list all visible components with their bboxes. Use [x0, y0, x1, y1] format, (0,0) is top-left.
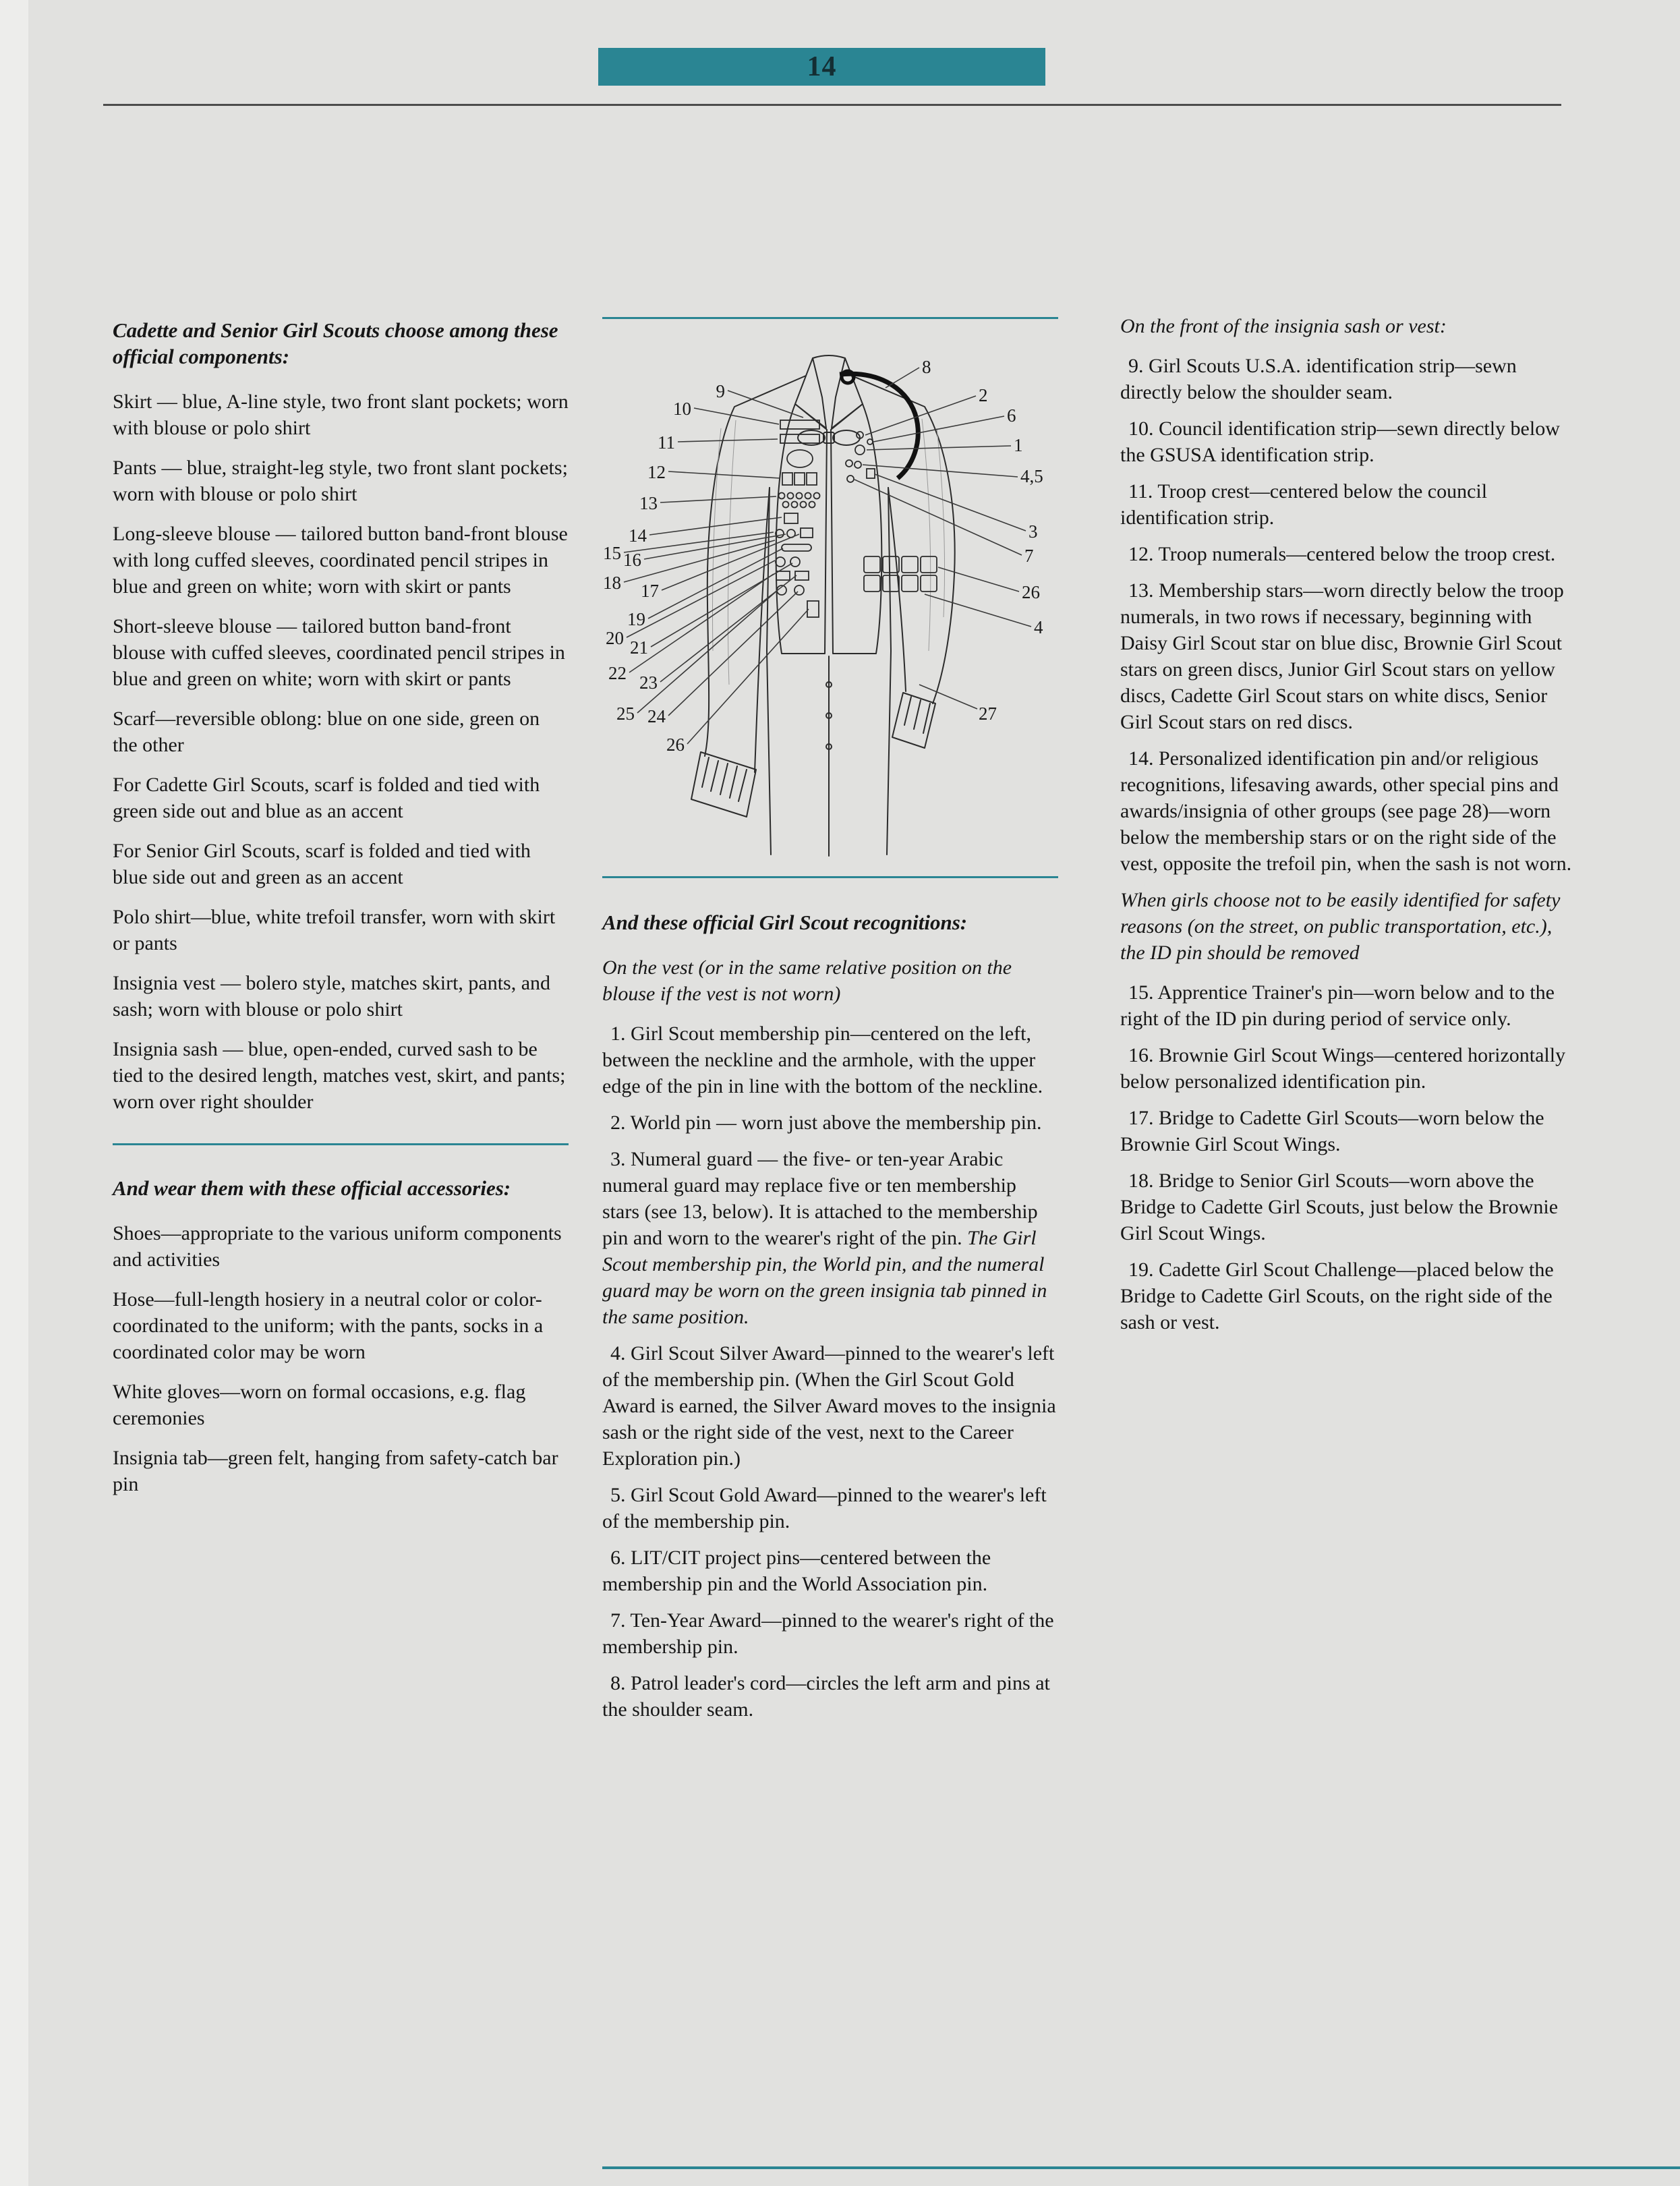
recognition-item: 7. Ten-Year Award—pinned to the wearer's right of the membership pin.	[602, 1609, 1054, 1658]
diagram-callout: 26	[666, 735, 685, 755]
diagram-callout: 24	[647, 706, 666, 726]
diagram-callout: 3	[1029, 521, 1038, 542]
sash-item: 11. Troop crest—centered below the council identification strip.	[1120, 480, 1488, 529]
recognition-item: 4. Girl Scout Silver Award—pinned to the wearer's left of the membership pin. (When the Girl Scout Gold Award is earned, the Silver Award moves to the insignia sash or the right side of the vest, next to the Career Exploration pin.)	[602, 1342, 1056, 1470]
sash-item: 17. Bridge to Cadette Girl Scouts—worn below the Brownie Girl Scout Wings.	[1120, 1107, 1544, 1155]
diagram-callout: 19	[627, 609, 645, 629]
diagram-callout: 7	[1024, 546, 1034, 566]
accessories-heading: And wear them with these official accessories:	[113, 1176, 511, 1200]
diagram-callout: 6	[1007, 405, 1016, 426]
page-number: 14	[807, 51, 837, 82]
header-divider	[103, 104, 1561, 106]
diagram-callout: 25	[616, 703, 635, 724]
diagram-callout: 8	[922, 357, 931, 377]
recognition-item-text: 3. Numeral guard — the five- or ten-year Arabic numeral guard may replace five or ten membership stars (see 13, below). It is attached to the membership pin and worn to the wearer's right of the pin.	[602, 1148, 1038, 1249]
diagram-callout: 16	[623, 550, 641, 570]
left-column	[113, 317, 569, 1511]
component-item: For Cadette Girl Scouts, scarf is folded and tied with green side out and blue as an accent	[113, 774, 540, 822]
recognition-item: 2. World pin — worn just above the membership pin.	[610, 1112, 1042, 1134]
component-item: Pants — blue, straight-leg style, two front slant pockets; worn with blouse or polo shirt	[113, 457, 568, 505]
uniform-outline	[691, 355, 955, 856]
diagram-callout: 13	[639, 493, 658, 513]
accessory-item: Shoes—appropriate to the various uniform components and activities	[113, 1222, 562, 1271]
component-item: Insignia vest — bolero style, matches skirt, pants, and sash; worn with blouse or polo shirt	[113, 972, 551, 1020]
sash-item: 19. Cadette Girl Scout Challenge—placed below the Bridge to Cadette Girl Scouts, on the right side of the sash or vest.	[1120, 1259, 1554, 1333]
sash-item: 16. Brownie Girl Scout Wings—centered horizontally below personalized identification pin.	[1120, 1044, 1566, 1093]
diagram-callout: 11	[658, 432, 675, 453]
diagram-callout: 20	[606, 628, 624, 648]
diagram-callout: 27	[979, 703, 997, 724]
diagram-bottom-rule	[602, 876, 1058, 878]
sash-item: 10. Council identification strip—sewn directly below the GSUSA identification strip.	[1120, 418, 1560, 466]
safety-note: When girls choose not to be easily identified for safety reasons (on the street, on public transportation, etc.), the ID pin should be removed	[1120, 889, 1561, 964]
sash-item: 14. Personalized identification pin and/or religious recognitions, lifesaving awards, other special pins and awards/insignia of other groups (see page 28)—worn below the membership stars or on the right side of the vest, opposite the trefoil pin, when the sash is not worn.	[1120, 747, 1572, 875]
recognition-item: 5. Girl Scout Gold Award—pinned to the wearer's left of the membership pin.	[602, 1484, 1047, 1532]
diagram-callout: 18	[603, 573, 621, 593]
sash-item: 13. Membership stars—worn directly below the troop numerals, in two rows if necessary, beginning with Daisy Girl Scout star on blue disc, Brownie Girl Scout stars on green discs, Junior Girl Scout stars on yellow discs, Cadette Girl Scout stars on white discs, Senior Girl Scout stars on red discs.	[1120, 579, 1564, 733]
page-number-banner	[598, 48, 1045, 86]
diagram-callout: 14	[629, 525, 647, 546]
diagram-callout: 26	[1022, 582, 1040, 602]
vest-note: On the vest (or in the same relative position on the blouse if the vest is not worn)	[602, 956, 1012, 1005]
diagram-callout: 17	[641, 581, 659, 601]
diagram-callout: 2	[979, 385, 988, 405]
recognitions-heading: And these official Girl Scout recognitions:	[602, 911, 968, 934]
diagram-callout: 22	[608, 663, 627, 683]
component-item: Scarf—reversible oblong: blue on one side, green on the other	[113, 708, 540, 756]
accessory-item: Insignia tab—green felt, hanging from safety-catch bar pin	[113, 1447, 558, 1495]
diagram-callout: 23	[639, 672, 658, 693]
diagram-callout: 1	[1014, 435, 1023, 455]
sash-item: 9. Girl Scouts U.S.A. identification strip—sewn directly below the shoulder seam.	[1120, 355, 1517, 403]
diagram-callout: 10	[673, 399, 691, 419]
sash-item: 15. Apprentice Trainer's pin—worn below and to the right of the ID pin during period of service only.	[1120, 981, 1555, 1030]
sash-item: 18. Bridge to Senior Girl Scouts—worn above the Bridge to Cadette Girl Scouts, just below the Brownie Girl Scout Wings.	[1120, 1170, 1559, 1244]
sash-item: 12. Troop numerals—centered below the troop crest.	[1128, 543, 1556, 565]
scan-edge	[0, 0, 28, 2186]
recognition-item: 6. LIT/CIT project pins—centered between the membership pin and the World Association pin.	[602, 1547, 991, 1595]
diagram-callout: 4,5	[1020, 466, 1043, 486]
component-item: For Senior Girl Scouts, scarf is folded and tied with blue side out and green as an accent	[113, 840, 531, 888]
recognition-item	[602, 1146, 1058, 1330]
component-item: Skirt — blue, A-line style, two front slant pockets; worn with blouse or polo shirt	[113, 391, 569, 439]
diagram-callout: 4	[1034, 617, 1043, 637]
diagram-callout: 21	[630, 637, 648, 658]
diagram-top-rule	[602, 317, 1058, 319]
blouse-stripes	[713, 419, 945, 685]
components-heading: Cadette and Senior Girl Scouts choose among these official components:	[113, 318, 558, 368]
component-item: Polo shirt—blue, white trefoil transfer, worn with skirt or pants	[113, 906, 556, 954]
diagram-callout: 12	[647, 462, 666, 482]
diagram-callout: 15	[603, 543, 621, 563]
component-item: Insignia sash — blue, open-ended, curved sash to be tied to the desired length, matches vest, skirt, and pants; worn over right shoulder	[113, 1038, 566, 1113]
insignia-marks	[776, 420, 937, 617]
section-divider	[113, 1143, 569, 1145]
diagram-callouts	[603, 357, 1043, 755]
accessory-item: Hose—full-length hosiery in a neutral color or color-coordinated to the uniform; with the pants, socks in a coordinated color may be worn	[113, 1288, 544, 1363]
recognition-item: 1. Girl Scout membership pin—centered on the left, between the neckline and the armhole, with the upper edge of the pin in line with the bottom of the neckline.	[602, 1023, 1043, 1097]
bottom-divider	[602, 2166, 1680, 2169]
right-column	[1120, 313, 1573, 1346]
diagram-callout: 9	[716, 381, 725, 401]
sash-heading: On the front of the insignia sash or vest:	[1120, 315, 1447, 337]
uniform-diagram	[602, 334, 1058, 860]
component-item: Short-sleeve blouse — tailored button band-front blouse with cuffed sleeves, coordinated pencil stripes in blue and green on white; worn with skirt or pants	[113, 615, 565, 690]
component-item: Long-sleeve blouse — tailored button band-front blouse with long cuffed sleeves, coordinated pencil stripes in blue and green on white; worn with skirt or pants	[113, 523, 568, 598]
accessory-item: White gloves—worn on formal occasions, e.g. flag ceremonies	[113, 1381, 526, 1429]
recognition-item: 8. Patrol leader's cord—circles the left arm and pins at the shoulder seam.	[602, 1672, 1050, 1721]
recognition-item-note: The Girl Scout membership pin, the World pin, and the numeral guard may be worn on the green insignia tab pinned in the same position.	[602, 1227, 1047, 1328]
middle-column	[602, 317, 1058, 1733]
